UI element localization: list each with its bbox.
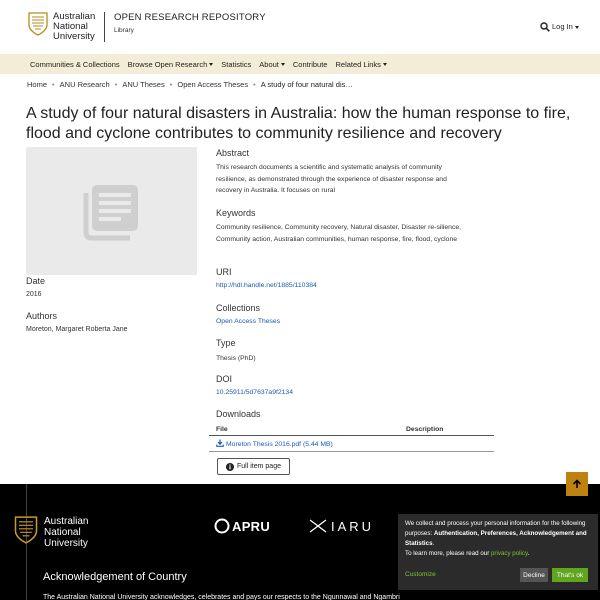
table-row — [209, 436, 494, 452]
breadcrumb-separator: • — [52, 80, 55, 89]
collection-link[interactable]: Open Access Theses — [216, 318, 281, 325]
collections-label: Collections — [216, 303, 261, 313]
doi-section — [216, 374, 496, 396]
university-line: National — [53, 21, 88, 32]
breadcrumb-anu-theses[interactable]: ANU Theses — [122, 80, 165, 89]
repository-subtitle: Library — [114, 27, 134, 34]
apru-text: APRU — [232, 518, 271, 534]
uri-link[interactable]: http://hdl.handle.net/1885/110384 — [216, 282, 317, 289]
downloads-label: Downloads — [216, 409, 261, 419]
cookie-text: We collect and process your personal information for the following purposes: — [405, 520, 586, 537]
university-name — [53, 12, 95, 42]
uri-label: URI — [216, 267, 232, 277]
breadcrumb-separator: • — [253, 80, 256, 89]
iaru-text: IARU — [331, 518, 375, 534]
downloads-section — [216, 409, 496, 419]
breadcrumb-open-access-theses[interactable]: Open Access Theses — [177, 80, 249, 89]
header-divider — [104, 12, 105, 42]
full-item-page-button[interactable] — [217, 458, 290, 475]
uri-section — [216, 267, 496, 289]
arrow-up-icon — [572, 479, 582, 489]
apru-ring-icon — [214, 518, 230, 534]
cookie-message: We collect and process your personal information for the following purposes: Authentication, Preferences, Acknowledgement and Statistics. To learn more, please read our privacy policy. — [405, 520, 587, 557]
type-value: Thesis (PhD) — [216, 355, 256, 362]
site-header — [0, 0, 600, 54]
login-button[interactable] — [552, 22, 579, 31]
caret-down-icon — [281, 63, 285, 66]
download-file-name: Moreton Thesis 2016.pdf (5.44 MB) — [226, 441, 333, 448]
breadcrumb-home[interactable]: Home — [27, 80, 48, 89]
university-line: University — [44, 538, 88, 549]
nav-related-links[interactable] — [335, 60, 386, 69]
login-label: Log In — [552, 22, 573, 31]
date-section — [26, 276, 45, 298]
search-icon[interactable] — [540, 22, 550, 32]
full-item-label: Full item page — [237, 463, 281, 470]
main-navbar — [0, 54, 600, 74]
cookie-decline-button[interactable]: Decline — [520, 568, 548, 582]
nav-label: About — [259, 59, 279, 69]
university-line: National — [44, 527, 81, 538]
cookie-text: To learn more, please read our — [405, 550, 491, 557]
back-to-top-button[interactable] — [566, 472, 588, 496]
cookie-purposes: Authentication, Preferences, Acknowledgement and Statistics — [405, 530, 587, 547]
item-thumbnail — [26, 147, 197, 275]
nav-label: Contribute — [292, 59, 328, 69]
acknowledgement-text: The Australian National University acknowledges, celebrates and pays our respects to the Ngunnawal and Ngambri — [43, 594, 400, 600]
keywords-text: Community resilience, Community recovery, Natural disaster, Disaster re-silience, Community action, Australian communities, human response, fire, flood, cyclone — [216, 224, 462, 243]
cookie-accept-button[interactable]: That's ok — [552, 568, 588, 582]
download-icon — [216, 439, 224, 447]
university-line: Australian — [44, 516, 89, 527]
document-list-icon — [82, 181, 142, 241]
cookie-customize-link[interactable]: Customize — [405, 571, 436, 578]
abstract-text: This research documents a scientific and systematic analysis of community resilience, as demonstrated through the experience of disaster response and recovery in Australia. It focuses on rural — [216, 164, 447, 194]
apru-logo[interactable] — [214, 518, 270, 534]
keywords-label: Keywords — [216, 208, 256, 218]
anu-logo[interactable] — [28, 12, 95, 42]
description-column-header: Description — [406, 426, 444, 433]
footer-university-name — [44, 516, 88, 549]
date-value: 2016 — [26, 291, 42, 298]
authors-value: Moreton, Margaret Roberta Jane — [26, 326, 128, 333]
collections-section — [216, 303, 496, 325]
anu-crest-icon — [28, 12, 48, 36]
anu-crest-icon — [14, 516, 38, 544]
downloads-table-header — [209, 424, 494, 436]
authors-label: Authors — [26, 311, 58, 321]
nav-label: Related Links — [335, 59, 381, 69]
doi-link[interactable]: 10.25911/5d7637a9f2134 — [216, 389, 293, 396]
iaru-logo[interactable] — [308, 518, 374, 534]
nav-label: Browse Open Research — [127, 59, 208, 69]
breadcrumb-current: A study of four natural dis… — [260, 80, 353, 89]
nav-about[interactable] — [259, 60, 285, 69]
caret-down-icon — [383, 63, 387, 66]
privacy-policy-link[interactable]: privacy policy — [490, 550, 528, 557]
keywords-section — [216, 208, 491, 245]
university-line: University — [53, 31, 95, 42]
abstract-section — [216, 148, 466, 197]
download-file-link[interactable] — [216, 439, 333, 448]
file-column-header: File — [216, 426, 228, 433]
nav-statistics[interactable] — [221, 60, 251, 69]
iaru-mark-icon — [308, 518, 328, 534]
nav-label: Communities & Collections — [30, 59, 120, 69]
footer-anu-logo[interactable] — [14, 516, 88, 549]
nav-contribute[interactable] — [293, 60, 328, 69]
nav-label: Statistics — [221, 59, 252, 69]
type-label: Type — [216, 338, 236, 348]
repository-title[interactable]: OPEN RESEARCH REPOSITORY — [114, 12, 266, 23]
authors-section — [26, 311, 128, 333]
type-section — [216, 338, 496, 365]
abstract-label: Abstract — [216, 148, 250, 158]
doi-label: DOI — [216, 374, 233, 384]
university-line: Australian — [53, 11, 96, 22]
nav-browse-open-research[interactable] — [128, 60, 214, 69]
cookie-consent-banner — [398, 514, 598, 590]
info-icon — [226, 463, 234, 471]
date-label: Date — [26, 276, 46, 286]
acknowledgement-title: Acknowledgement of Country — [43, 571, 187, 583]
breadcrumb-separator: • — [114, 80, 118, 89]
breadcrumb — [27, 80, 353, 89]
page-title: A study of four natural disasters in Australia: how the human response to fire, flood and cyclone contributes to community resilience and recovery — [26, 105, 571, 142]
downloads-table — [209, 424, 494, 452]
nav-communities-collections[interactable] — [30, 60, 120, 69]
caret-down-icon — [209, 63, 213, 66]
breadcrumb-anu-research[interactable]: ANU Research — [59, 80, 110, 89]
breadcrumb-separator: • — [169, 80, 173, 89]
caret-down-icon — [575, 26, 579, 29]
